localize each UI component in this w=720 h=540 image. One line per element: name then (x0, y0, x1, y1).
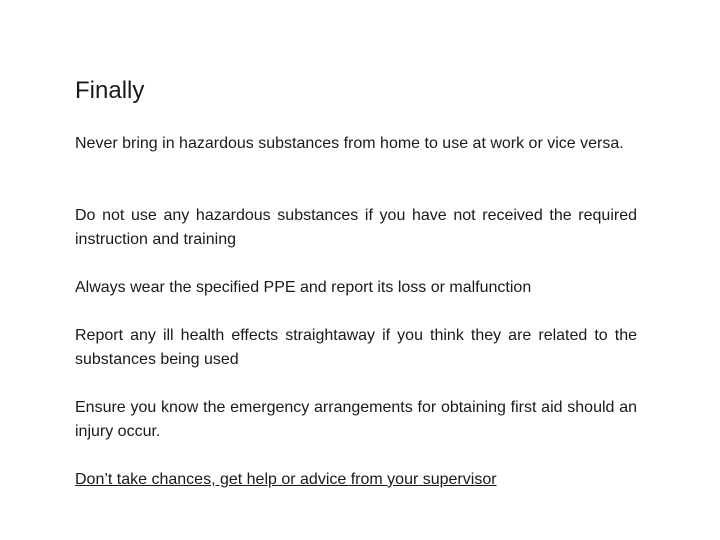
paragraph-report-ill-health: Report any ill health effects straightaway if you think they are related to the substances being used (75, 327, 637, 368)
paragraph-wear-ppe: Always wear the specified PPE and report its loss or malfunction (75, 279, 532, 296)
paragraph-emergency-first-aid: Ensure you know the emergency arrangements for obtaining first aid should an injury occur. (75, 399, 637, 440)
paragraph-ask-supervisor: Don’t take chances, get help or advice from your supervisor (75, 471, 497, 488)
paragraph-training-required: Do not use any hazardous substances if you have not received the required instruction and training (75, 207, 637, 248)
slide-title: Finally (75, 77, 145, 104)
paragraph-no-home-substances: Never bring in hazardous substances from home to use at work or vice versa. (75, 135, 624, 152)
